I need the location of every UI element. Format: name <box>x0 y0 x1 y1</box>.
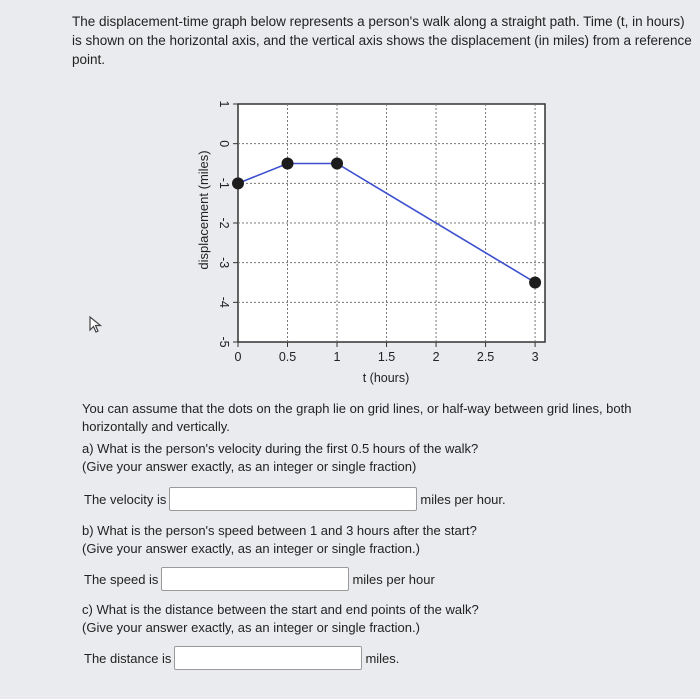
question-b <box>82 522 477 558</box>
y-tick-label: -2 <box>217 217 231 229</box>
y-tick-label: 1 <box>217 100 231 108</box>
speed-input[interactable] <box>161 567 349 591</box>
chart-grid <box>238 104 545 342</box>
question-b-prompt: b) What is the person's speed between 1 and 3 hours after the start? <box>82 523 477 538</box>
question-a-prompt: a) What is the person's velocity during the first 0.5 hours of the walk? <box>82 441 479 456</box>
data-point <box>282 158 294 170</box>
data-point <box>232 177 244 189</box>
question-c-prompt: c) What is the distance between the start and end points of the walk? <box>82 602 479 617</box>
y-axis-label: displacement (miles) <box>196 150 211 270</box>
distance-label: The distance is <box>84 650 172 666</box>
velocity-label: The velocity is <box>84 491 167 507</box>
displacement-time-chart <box>180 92 560 392</box>
y-tick-label: 0 <box>217 140 231 148</box>
pointer-arrow-icon <box>88 315 104 338</box>
x-tick-label: 1 <box>333 350 341 364</box>
y-tick-label: -3 <box>217 257 231 269</box>
y-tick-label: -5 <box>217 336 231 348</box>
question-a-hint: (Give your answer exactly, as an integer or single fraction) <box>82 459 417 474</box>
velocity-answer-row <box>84 487 506 511</box>
question-c-hint: (Give your answer exactly, as an integer or single fraction.) <box>82 620 420 635</box>
x-tick-label: 2.5 <box>476 350 495 364</box>
speed-label: The speed is <box>84 571 159 587</box>
x-axis-label: t (hours) <box>362 371 410 385</box>
question-a <box>82 440 478 476</box>
data-point <box>529 277 541 289</box>
x-tick-label: 0 <box>234 350 242 364</box>
distance-input[interactable] <box>174 646 362 670</box>
y-tick-label: -4 <box>217 296 231 308</box>
velocity-input[interactable] <box>169 487 417 511</box>
data-point <box>331 158 343 170</box>
question-c <box>82 601 479 637</box>
intro-text: The displacement-time graph below represents a person's walk along a straight path. Time (t, in hours) is shown on the horizontal axis, and the vertical axis shows the displacement (in miles) from a reference point. <box>72 14 692 67</box>
speed-unit: miles per hour <box>352 571 435 587</box>
distance-answer-row <box>84 646 399 670</box>
velocity-unit: miles per hour. <box>420 491 506 507</box>
speed-answer-row <box>84 567 435 591</box>
x-tick-label: 1.5 <box>377 350 396 364</box>
assumption-text: You can assume that the dots on the graph lie on grid lines, or half-way between grid lines, both horizontally and vertically. <box>82 401 632 434</box>
question-b-hint: (Give your answer exactly, as an integer or single fraction.) <box>82 541 420 556</box>
x-tick-label: 3 <box>531 350 539 364</box>
distance-unit: miles. <box>365 650 400 666</box>
x-tick-label: 0.5 <box>278 350 297 364</box>
x-tick-label: 2 <box>432 350 440 364</box>
y-tick-label: -1 <box>217 177 231 189</box>
